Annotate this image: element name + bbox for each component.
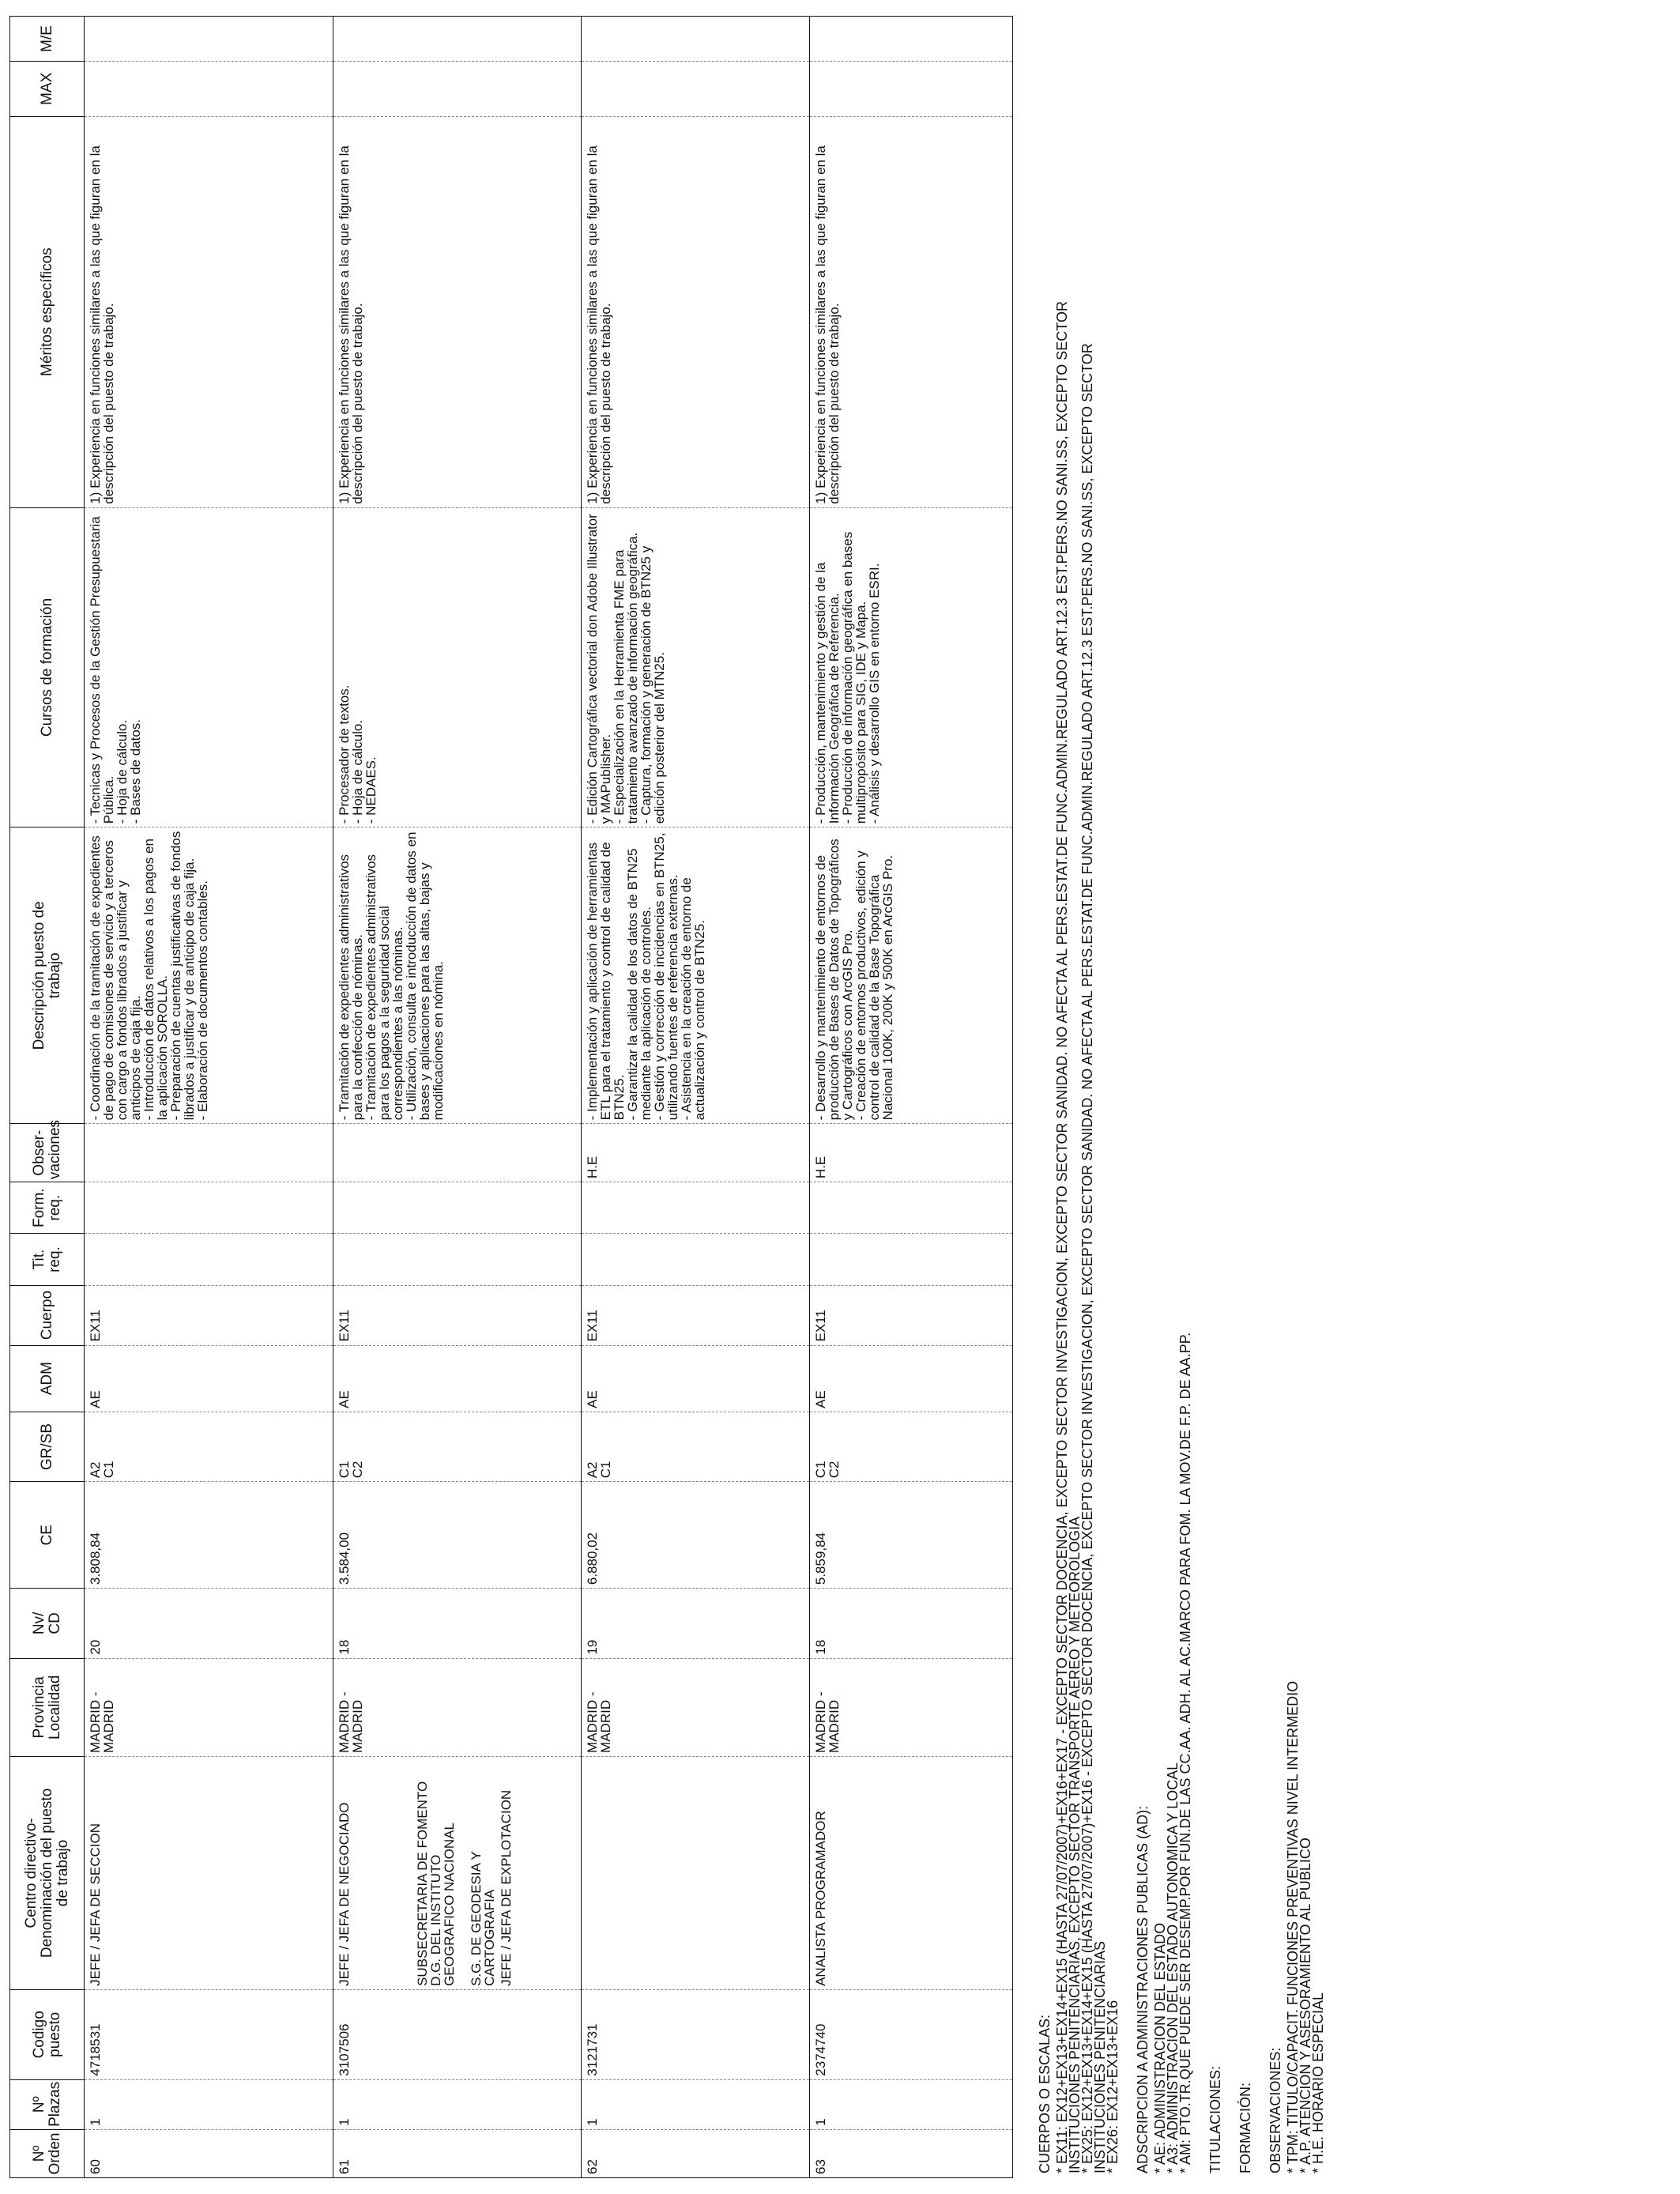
cell-ce: 3.584,00 — [333, 1482, 582, 1589]
cuerpos-line: INSTITUCIONES PENITENCIARIAS, EXCEPTO SECTOR TRANSPORTE AEREO Y METEOROLOGIA — [1067, 1516, 1083, 2173]
header-me: M/E — [10, 17, 85, 62]
formacion-title: FORMACIÓN: — [1237, 2083, 1253, 2173]
cell-cursos: - Edición Cartográfica vectorial don Adobe Illustrator y MAPublisher. - Especialización en la Herramienta FME para tratamiento avanzado de información geográfica. - Captura, formación y generación de BTN25 y edición posterior del MTN25. — [582, 507, 810, 827]
denominacion: JEFE / JEFA DE EXPLOTACION — [499, 1789, 514, 1986]
table-row — [85, 17, 333, 2178]
cuerpos-line: * EX26: EX12+EX13+EX16 — [1105, 2000, 1121, 2173]
cell-adm: AE — [333, 1345, 582, 1412]
cell-me — [809, 17, 1012, 62]
observaciones-line: * H.E. HORARIO ESPECIAL — [1310, 1992, 1326, 2173]
cell-max — [582, 62, 810, 117]
cell-descripcion: - Desarrollo y mantenimiento de entornos de producción de Bases de Datos de Topográficos y Cartográficos con ArcGIS Pro. - Creación de entornos productivos, edición y control de calidad de la Base Topográfica Nacional 100K, 200K y 500K en ArcGIS Pro. — [809, 827, 1012, 1124]
cuerpos-title: CUERPOS O ESCALAS: — [1037, 2014, 1053, 2173]
cell-provincia: MADRID - MADRID — [582, 1658, 810, 1756]
header-grupo: GR/SB — [10, 1412, 85, 1481]
cell-adm: AE — [85, 1345, 333, 1412]
header-ce: CE — [10, 1482, 85, 1589]
table-header-row — [10, 17, 85, 2178]
cell-orden: 60 — [85, 2129, 333, 2177]
cell-max — [333, 62, 582, 117]
footnotes — [1027, 16, 1324, 2173]
header-provincia: Provincia Localidad — [10, 1658, 85, 1756]
header-cuerpo: Cuerpo — [10, 1285, 85, 1345]
observaciones-line: * TPM: TITULO/CAPACIT. FUNCIONES PREVENTIVAS NIVEL INTERMEDIO — [1285, 1680, 1301, 2173]
cell-orden: 62 — [582, 2129, 810, 2177]
observaciones-line: * A.P. ATENCION Y ASESORAMIENTO AL PUBLICO — [1298, 1838, 1313, 2173]
cell-tit — [85, 1234, 333, 1285]
cell-form — [333, 1182, 582, 1234]
header-codigo: Codigo puesto — [10, 1989, 85, 2079]
cell-codigo: 3121731 — [582, 1989, 810, 2079]
cell-plazas: 1 — [809, 2079, 1012, 2129]
adscripcion-title: ADSCRIPCION A ADMINISTRACIONES PUBLICAS (AD): — [1135, 1805, 1151, 2173]
header-cursos: Cursos de formación — [10, 507, 85, 827]
header-tit: Tit. req. — [10, 1234, 85, 1285]
cell-grupo: A2 C1 — [85, 1412, 333, 1481]
cell-cursos: - Producción, mantenimiento y gestión de la Información Geográfica de Referencia. - Producción de información geográfica en bases multipropósito para SIG, IDE y Mapa. - Análisis y desarrollo GIS en entorno ESRI. — [809, 507, 1012, 827]
cell-centro — [415, 1756, 810, 1989]
header-max: MAX — [10, 62, 85, 117]
cell-codigo: 3107506 — [333, 1989, 582, 2079]
header-centro: Centro directivo- Denominación del puesto de trabajo — [10, 1756, 85, 1989]
cell-ce: 6.880,02 — [582, 1482, 810, 1589]
cell-provincia: MADRID - MADRID — [809, 1658, 1012, 1756]
cell-me — [85, 17, 333, 62]
cell-plazas: 1 — [582, 2079, 810, 2129]
cell-ce: 3.808,84 — [85, 1482, 333, 1589]
titulaciones-title: TITULACIONES: — [1207, 2065, 1223, 2173]
cuerpos-line: * EX25: EX12+EX13+EX14+EX15 (HASTA 27/07/2007)+EX16 - EXCEPTO SECTOR DOCENCIA, EXCEPTO SECTOR INVESTIGACION, EXCEPTO SECTOR SANIDAD. NO AFECTA AL PERS.ESTAT.DE FUNC.ADMIN.REGULADO ART.12.3 EST.PERS.NO SANI.SS, EXCEPTO SECTOR — [1079, 343, 1095, 2173]
cuerpos-line: INSTITUCIONES PENITENCIARIAS — [1092, 1940, 1108, 2173]
denominacion: JEFE / JEFA DE NEGOCIADO — [336, 1802, 352, 1986]
cell-form — [582, 1182, 810, 1234]
cell-nivel: 19 — [582, 1589, 810, 1658]
vacancy-table — [9, 16, 1013, 2178]
centro-directivo: SUBSECRETARIA DE FOMENTO D.G. DEL INSTITUTO GEOGRAFICO NACIONAL S.G. DE GEODESIA Y CARTOGRAFIA — [415, 1781, 498, 1986]
cell-cursos: - Procesador de textos. - Hoja de cálculo. - NEDAES. — [333, 507, 582, 827]
cell-descripcion: - Coordinación de la tramitación de expedientes de pago de comisiones de servicio y a terceros con cargo a fondos librados a justificar y anticipos de caja fija. - Introducción de datos relativos a los pagos en la aplicación SOROLLA. - Preparación de cuentas justificativas de fondos librados a justificar y de anticipo de caja fija. - Elaboración de documentos contables. — [85, 827, 333, 1124]
table-row — [582, 17, 810, 2178]
cell-obs: H.E — [809, 1124, 1012, 1182]
cell-tit — [582, 1234, 810, 1285]
cell-cuerpo: EX11 — [85, 1285, 333, 1345]
header-descripcion: Descripción puesto de trabajo — [10, 827, 85, 1124]
cell-meritos: 1) Experiencia en funciones similares a las que figuran en la descripción del puesto de trabajo. — [333, 116, 582, 507]
cell-meritos: 1) Experiencia en funciones similares a las que figuran en la descripción del puesto de trabajo. — [85, 116, 333, 507]
cell-max — [85, 62, 333, 117]
adscripcion-line: * AE: ADMINISTRACION DEL ESTADO — [1152, 1922, 1168, 2173]
cell-plazas: 1 — [85, 2079, 333, 2129]
cell-obs — [85, 1124, 333, 1182]
cell-ce: 5.859,84 — [809, 1482, 1012, 1589]
cell-form — [809, 1182, 1012, 1234]
cell-obs: H.E — [582, 1124, 810, 1182]
cuerpos-line: * EX11: EX12+EX13+EX14+EX15 (HASTA 27/07/2007)+EX16+EX17 - EXCEPTO SECTOR DOCENCIA, EXCEPTO SECTOR INVESTIGACION, EXCEPTO SECTOR SANIDAD. NO AFECTA AL PERS.ESTAT.DE FUNC.ADMIN.REGULADO ART.12.3 EST.PERS.NO SANI.SS, EXCEPTO SECTOR — [1054, 301, 1070, 2173]
cell-adm: AE — [809, 1345, 1012, 1412]
cell-tit — [809, 1234, 1012, 1285]
cell-obs — [333, 1124, 582, 1182]
cell-centro — [809, 1756, 1012, 1989]
adscripcion-line: * AM: PTO.TR.QUE PUEDE SER DESEMP.POR FUN.DE LAS CC.AA. ADH. AL AC.MARCO PARA FOM. LA MOV.DE F.P. DE AA.PP. — [1177, 1332, 1193, 2173]
cell-adm: AE — [582, 1345, 810, 1412]
cell-form — [85, 1182, 333, 1234]
cell-descripcion: - Tramitación de expedientes administrativos para la confección de nóminas. - Tramitación de expedientes administrativos para los pagos a la seguridad social correspondientes a las nóminas. - Utilización, consulta e introducción de datos en bases y aplicaciones para las altas, bajas y modificaciones en nómina. — [333, 827, 582, 1124]
denominacion: JEFE / JEFA DE SECCION — [88, 1823, 103, 1986]
cell-codigo: 2374740 — [809, 1989, 1012, 2079]
cell-centro — [85, 1756, 333, 1989]
cell-orden: 61 — [333, 2129, 582, 2177]
cell-grupo: C1 C2 — [809, 1412, 1012, 1481]
cell-grupo: C1 C2 — [333, 1412, 582, 1481]
cell-cursos: - Tecnicas y Procesos de la Gestión Presupuestaria Pública. - Hoja de cálculo. - Bases de datos. — [85, 507, 333, 827]
cell-provincia: MADRID - MADRID — [333, 1658, 582, 1756]
header-meritos: Méritos específicos — [10, 116, 85, 507]
cell-descripcion: - Implementación y aplicación de herramientas ETL para el tratamiento y control de calidad de BTN25. - Garantizar la calidad de los datos de BTN25 mediante la aplicación de controles. - Gestión y corrección de incidencias en BTN25, utilizando fuentes de referencia externas. - Asistencia en la creación de entorno de actualización y control de BTN25. — [582, 827, 810, 1124]
table-row — [809, 17, 1012, 2178]
cell-provincia: MADRID - MADRID — [85, 1658, 333, 1756]
cell-me — [333, 17, 582, 62]
cell-nivel: 18 — [333, 1589, 582, 1658]
header-plazas: Nº Plazas — [10, 2079, 85, 2129]
cell-cuerpo: EX11 — [333, 1285, 582, 1345]
observaciones-title: OBSERVACIONES: — [1268, 2047, 1283, 2173]
denominacion: ANALISTA PROGRAMADOR — [812, 1811, 828, 1986]
cell-meritos: 1) Experiencia en funciones similares a las que figuran en la descripción del puesto de trabajo. — [582, 116, 810, 507]
cell-meritos: 1) Experiencia en funciones similares a las que figuran en la descripción del puesto de trabajo. — [809, 116, 1012, 507]
cell-nivel: 20 — [85, 1589, 333, 1658]
header-orden: Nº Orden — [10, 2129, 85, 2177]
header-obs: Obser- vaciones — [10, 1124, 85, 1182]
header-nivel: Nv/ CD — [10, 1589, 85, 1658]
cell-tit — [333, 1234, 582, 1285]
cell-max — [809, 62, 1012, 117]
header-adm: ADM — [10, 1345, 85, 1412]
cell-plazas: 1 — [333, 2079, 582, 2129]
header-form: Form. req. — [10, 1182, 85, 1234]
cell-grupo: A2 C1 — [582, 1412, 810, 1481]
cell-me — [582, 17, 810, 62]
cell-nivel: 18 — [809, 1589, 1012, 1658]
adscripcion-line: * A3: ADMINISTRACION DEL ESTADO AUTONOMICA Y LOCAL — [1165, 1762, 1181, 2173]
cell-cuerpo: EX11 — [582, 1285, 810, 1345]
cell-codigo: 4718531 — [85, 1989, 333, 2079]
cell-cuerpo: EX11 — [809, 1285, 1012, 1345]
cell-orden: 63 — [809, 2129, 1012, 2177]
